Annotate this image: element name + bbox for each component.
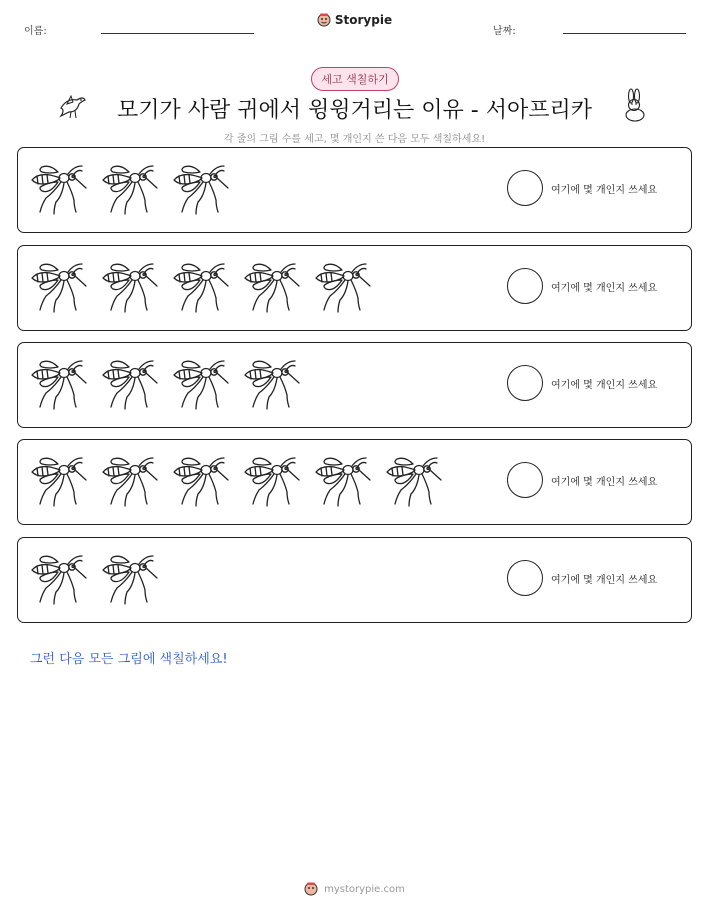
answer-circle[interactable] [507,365,543,401]
name-line[interactable] [101,33,254,34]
mosquito-icon[interactable] [312,450,372,516]
mosquito-icon[interactable] [28,450,88,516]
page-title: 모기가 사람 귀에서 윙윙거리는 이유 - 서아프리카 [117,98,592,123]
answer-circle[interactable] [507,560,543,596]
name-label: 이름: [24,26,47,37]
activity-tag: 세고 색칠하기 [311,67,399,91]
footer [0,882,709,896]
storypie-logo-icon [317,13,331,27]
mosquito-icon[interactable] [99,353,159,419]
mosquito-icon[interactable] [241,353,301,419]
mosquito-group [28,158,230,224]
brand-name: Storypie [334,13,393,27]
mosquito-icon[interactable] [99,548,159,614]
rabbit-icon [619,88,651,122]
brand [0,13,709,27]
mosquito-group [28,548,159,614]
instructions: 각 줄의 그림 수를 세고, 몇 개인지 쓴 다음 모두 색칠하세요! [223,134,486,145]
answer-circle[interactable] [507,170,543,206]
mosquito-icon[interactable] [28,548,88,614]
mosquito-icon[interactable] [170,256,230,322]
mosquito-icon[interactable] [28,256,88,322]
count-row [17,537,692,623]
answer-prompt: 여기에 몇 개인지 쓰세요 [551,283,658,294]
mosquito-group [28,450,443,516]
mosquito-icon[interactable] [99,450,159,516]
count-row [17,439,692,525]
mosquito-icon[interactable] [28,158,88,224]
mosquito-icon[interactable] [99,158,159,224]
answer-circle[interactable] [507,462,543,498]
mosquito-icon[interactable] [170,353,230,419]
answer-prompt: 여기에 몇 개인지 쓰세요 [551,575,658,586]
mosquito-icon[interactable] [241,256,301,322]
answer-circle[interactable] [507,268,543,304]
mosquito-icon[interactable] [99,256,159,322]
mosquito-group [28,256,372,322]
mosquito-icon[interactable] [170,158,230,224]
color-instruction: 그런 다음 모든 그림에 색칠하세요! [30,652,228,667]
mosquito-icon[interactable] [312,256,372,322]
site-url[interactable]: mystorypie.com [324,883,405,895]
count-row [17,342,692,428]
answer-prompt: 여기에 몇 개인지 쓰세요 [551,380,658,391]
mosquito-group [28,353,301,419]
mosquito-icon[interactable] [28,353,88,419]
count-row [17,245,692,331]
answer-prompt: 여기에 몇 개인지 쓰세요 [551,185,658,196]
mosquito-icon[interactable] [383,450,443,516]
storypie-logo-icon [304,882,318,896]
mosquito-icon[interactable] [241,450,301,516]
mosquito-icon[interactable] [170,450,230,516]
count-row [17,147,692,233]
date-label: 날짜: [493,26,516,37]
answer-prompt: 여기에 몇 개인지 쓰세요 [551,477,658,488]
date-line[interactable] [563,33,686,34]
